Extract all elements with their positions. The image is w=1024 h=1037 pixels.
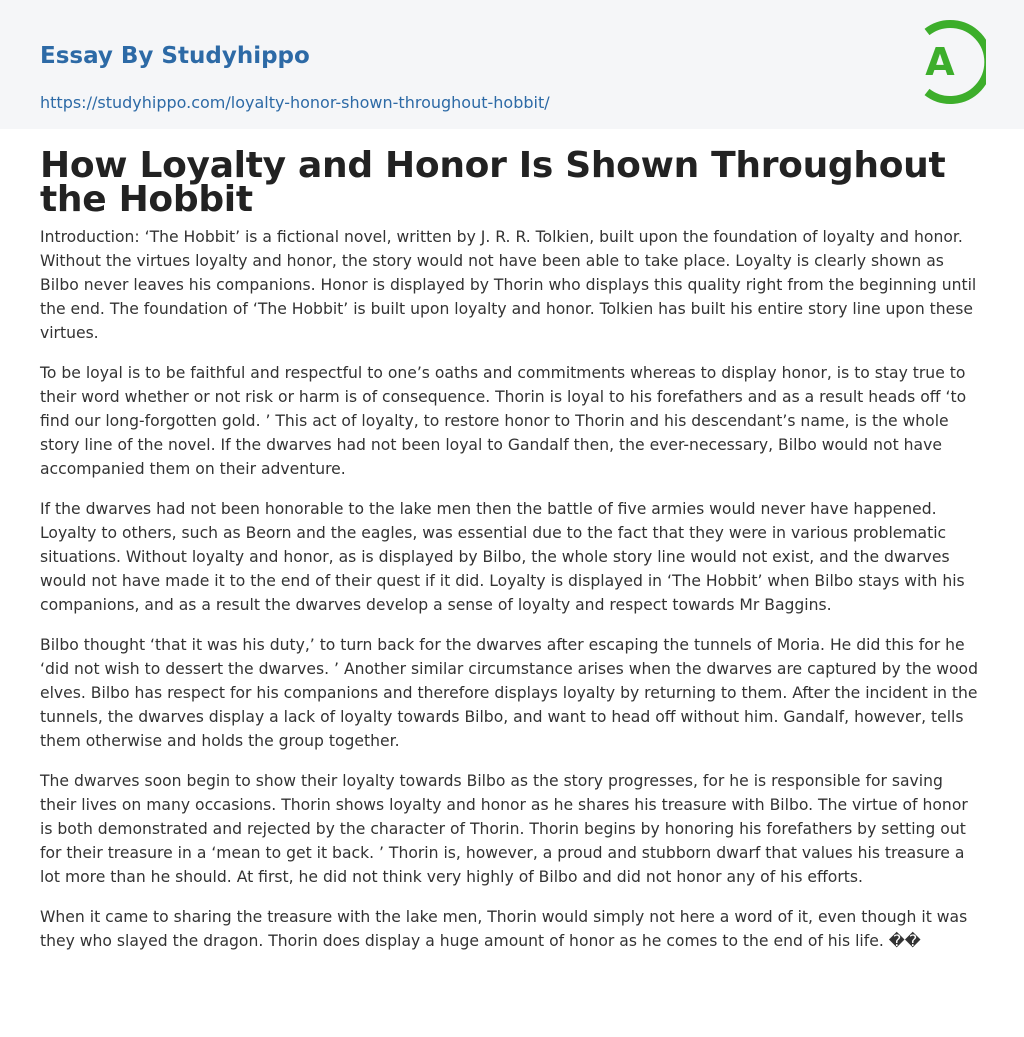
- essay-paragraph: Bilbo thought ‘that it was his duty,’ to turn back for the dwarves after escaping the tunnels of Moria. He did this for he ‘did not wish to dessert the dwarves. ’ Another similar circumstance arises when the dwarves are captured by the wood elves. Bilbo has respect for his companions and therefore displays loyalty by returning to them. After the incident in the tunnels, the dwarves display a lack of loyalty towards Bilbo, and want to head off without him. Gandalf, however, tells them otherwise and holds the group together.: [40, 636, 978, 750]
- essay-url-link[interactable]: https://studyhippo.com/loyalty-honor-shown-throughout-hobbit/: [40, 93, 550, 112]
- essay-paragraph: Introduction: ‘The Hobbit’ is a fictional novel, written by J. R. R. Tolkien, built upon the foundation of loyalty and honor. Without the virtues loyalty and honor, the story would not have been able to take place. Loyalty is clearly shown as Bilbo never leaves his companions. Honor is displayed by Thorin who displays this quality right from the beginning until the end. The foundation of ‘The Hobbit’ is built upon loyalty and honor. Tolkien has built his entire story line upon these virtues.: [40, 228, 977, 342]
- grade-a-logo-icon[interactable]: [914, 18, 986, 106]
- article: [0, 145, 1024, 953]
- logo-letter: A: [925, 40, 955, 84]
- essay-paragraph: If the dwarves had not been honorable to the lake men then the battle of five armies would never have happened. Loyalty to others, such as Beorn and the eagles, was essential due to the fact that they were in various problematic situations. Without loyalty and honor, as is displayed by Bilbo, the whole story line would not exist, and the dwarves would not have made it to the end of their quest if it did. Loyalty is displayed in ‘The Hobbit’ when Bilbo stays with his companions, and as a result the dwarves develop a sense of loyalty and respect towards Mr Baggins.: [40, 500, 965, 614]
- essay-paragraph: To be loyal is to be faithful and respectful to one’s oaths and commitments whereas to display honor, is to stay true to their word whether or not risk or harm is of consequence. Thorin is loyal to his forefathers and as a result heads off ‘to find our long-forgotten gold. ’ This act of loyalty, to restore honor to Thorin and his descendant’s name, is the whole story line of the novel. If the dwarves had not been loyal to Gandalf then, the ever-necessary, Bilbo would not have accompanied them on their adventure.: [40, 364, 967, 478]
- site-header: [0, 0, 1024, 129]
- essay-paragraph: The dwarves soon begin to show their loyalty towards Bilbo as the story progresses, for he is responsible for saving their lives on many occasions. Thorin shows loyalty and honor as he shares his treasure with Bilbo. The virtue of honor is both demonstrated and rejected by the character of Thorin. Thorin begins by honoring his forefathers by setting out for their treasure in a ‘mean to get it back. ’ Thorin is, however, a proud and stubborn dwarf that values his treasure a lot more than he should. At first, he did not think very highly of Bilbo and did not honor any of his efforts.: [40, 772, 968, 886]
- site-brand[interactable]: Essay By Studyhippo: [40, 43, 310, 69]
- essay-paragraph: When it came to sharing the treasure with the lake men, Thorin would simply not here a word of it, even though it was they who slayed the dragon. Thorin does display a huge amount of honor as he comes to the end of his life. ��: [40, 908, 968, 950]
- page-title: How Loyalty and Honor Is Shown Throughout the Hobbit: [40, 145, 946, 220]
